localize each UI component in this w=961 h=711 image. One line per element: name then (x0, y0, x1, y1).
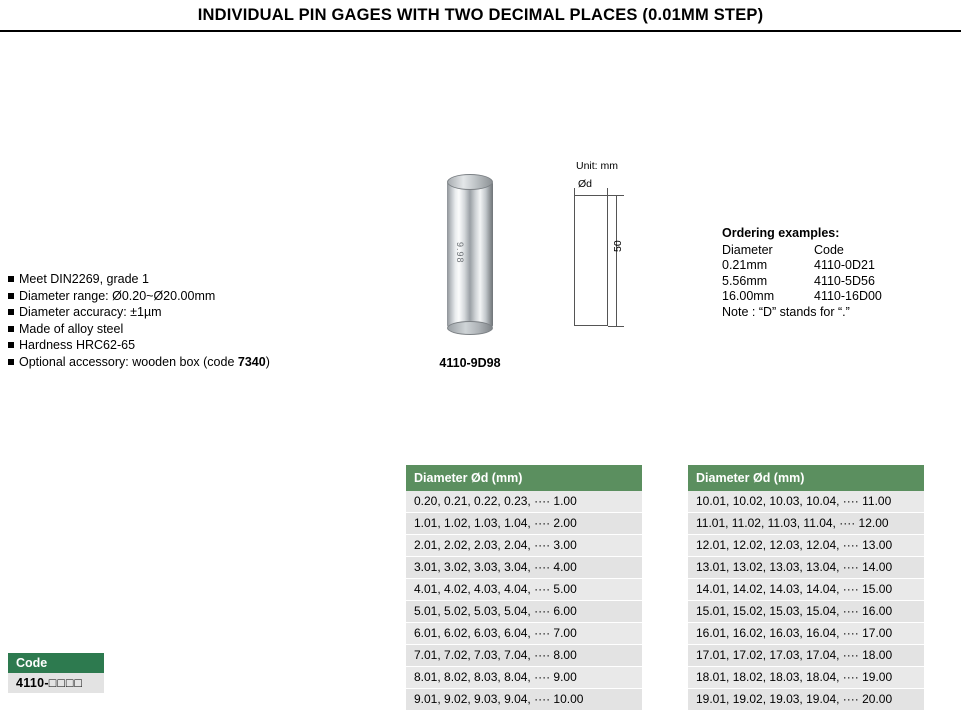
table-header: Diameter Ød (mm) (688, 465, 924, 491)
ordering-diameter: 5.56mm (722, 273, 768, 288)
table-row: 8.01, 8.02, 8.03, 8.04, ···· 9.00 (406, 667, 642, 689)
table-row: 4.01, 4.02, 4.03, 4.04, ···· 5.00 (406, 579, 642, 601)
bullet-square-icon (8, 276, 14, 282)
table-row: 14.01, 14.02, 14.03, 14.04, ···· 15.00 (688, 579, 924, 601)
ordering-examples (722, 226, 934, 320)
pin-bottom-face (447, 321, 493, 335)
dimension-tick-bottom (608, 326, 624, 327)
dimension-line (616, 195, 617, 326)
diameter-table-right (688, 465, 924, 711)
pin-body (447, 182, 493, 327)
feature-text: Hardness HRC62-65 (19, 338, 136, 352)
table-row: 12.01, 12.02, 12.03, 12.04, ···· 13.00 (688, 535, 924, 557)
ordering-code: 4110-16D00 (814, 289, 882, 303)
table-row: 15.01, 15.02, 15.03, 15.04, ···· 16.00 (688, 601, 924, 623)
table-row: 1.01, 1.02, 1.03, 1.04, ···· 2.00 (406, 513, 642, 535)
code-box-header: Code (8, 653, 104, 673)
ordering-diameter: 0.21mm (722, 258, 768, 272)
page-title: INDIVIDUAL PIN GAGES WITH TWO DECIMAL PLACES (0.01MM STEP) (197, 6, 764, 24)
length-dimension-label: 50 (612, 240, 624, 252)
list-item (8, 338, 338, 354)
table-row: 2.01, 2.02, 2.03, 2.04, ···· 3.00 (406, 535, 642, 557)
table-row: 11.01, 11.02, 11.03, 11.04, ···· 12.00 (688, 513, 924, 535)
pin-gage-illustration (447, 170, 493, 335)
list-item (8, 305, 338, 321)
table-row: 19.01, 19.02, 19.03, 19.04, ···· 20.00 (688, 689, 924, 711)
pin-engraving-text: 9.98 (455, 242, 465, 264)
optional-code: 7340 (237, 354, 266, 369)
table-row (722, 258, 934, 274)
list-item (8, 272, 338, 288)
diameter-symbol-label: Ød (578, 178, 593, 190)
ordering-column-headers (722, 243, 934, 259)
bullet-square-icon (8, 293, 14, 299)
pin-top-face (447, 174, 493, 190)
table-row: 6.01, 6.02, 6.03, 6.04, ···· 7.00 (406, 623, 642, 645)
feature-text: Diameter accuracy: ±1µm (19, 305, 162, 319)
list-item-optional-accessory (8, 355, 338, 371)
feature-text: Meet DIN2269, grade 1 (19, 272, 149, 286)
schematic-pin-rectangle (574, 195, 608, 326)
table-row: 9.01, 9.02, 9.03, 9.04, ···· 10.00 (406, 689, 642, 711)
feature-list (8, 272, 338, 371)
table-row (722, 289, 934, 305)
optional-suffix: ) (265, 354, 270, 369)
code-placeholder-squares: □□□□ (48, 676, 83, 690)
diameter-table-left (406, 465, 642, 711)
ordering-diameter: 16.00mm (722, 289, 775, 303)
feature-text (19, 355, 270, 371)
table-row: 3.01, 3.02, 3.03, 3.04, ···· 4.00 (406, 557, 642, 579)
feature-text: Made of alloy steel (19, 321, 124, 336)
pin-code-caption: 4110-9D98 (439, 356, 501, 370)
table-row: 13.01, 13.02, 13.03, 13.04, ···· 14.00 (688, 557, 924, 579)
code-box-value (8, 673, 104, 693)
ordering-heading: Ordering examples: (722, 226, 840, 240)
list-item (8, 289, 338, 305)
ordering-code: 4110-0D21 (814, 258, 875, 272)
ordering-header-diameter: Diameter (722, 242, 773, 257)
bullet-square-icon (8, 342, 14, 348)
title-divider (0, 30, 961, 32)
table-row: 17.01, 17.02, 17.03, 17.04, ···· 18.00 (688, 645, 924, 667)
ordering-note: Note : “D” stands for “.” (722, 304, 850, 319)
table-row: 5.01, 5.02, 5.03, 5.04, ···· 6.00 (406, 601, 642, 623)
table-row: 7.01, 7.02, 7.03, 7.04, ···· 8.00 (406, 645, 642, 667)
bullet-square-icon (8, 326, 14, 332)
unit-label: Unit: mm (576, 160, 618, 172)
list-item (8, 322, 338, 338)
ordering-header-code: Code (814, 242, 844, 257)
table-row: 16.01, 16.02, 16.03, 16.04, ···· 17.00 (688, 623, 924, 645)
optional-prefix: Optional accessory: wooden box (code (19, 354, 238, 369)
table-row (722, 274, 934, 290)
code-box (8, 653, 104, 693)
bullet-square-icon (8, 309, 14, 315)
table-row: 0.20, 0.21, 0.22, 0.23, ···· 1.00 (406, 491, 642, 513)
ordering-code: 4110-5D56 (814, 273, 875, 288)
table-row: 18.01, 18.02, 18.03, 18.04, ···· 19.00 (688, 667, 924, 689)
bullet-square-icon (8, 359, 14, 365)
code-prefix: 4110- (16, 676, 49, 690)
table-row: 10.01, 10.02, 10.03, 10.04, ···· 11.00 (688, 491, 924, 513)
table-header: Diameter Ød (mm) (406, 465, 642, 491)
feature-text: Diameter range: Ø0.20~Ø20.00mm (19, 288, 216, 303)
